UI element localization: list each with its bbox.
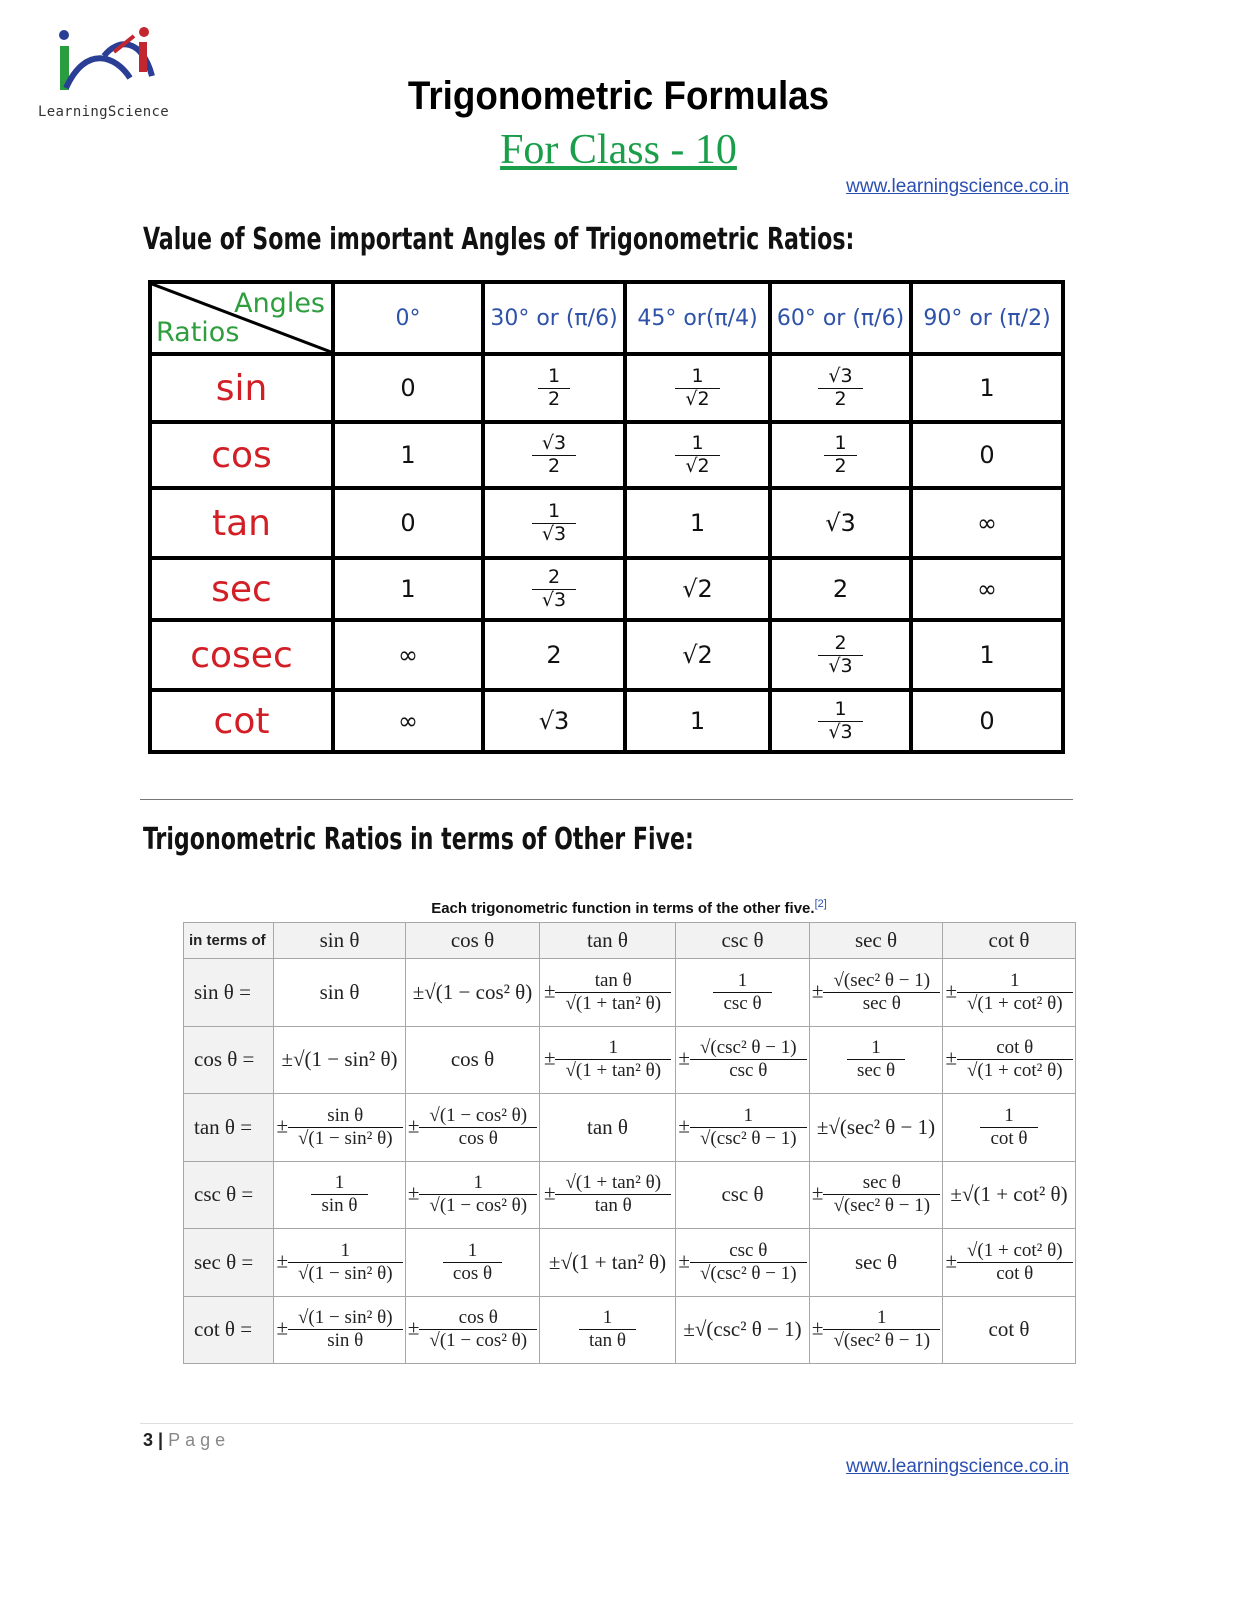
other-row-cos [184, 1026, 1076, 1094]
formula-cell: ±√(1 − cos² θ) [406, 959, 540, 1027]
ratio-value: ∞ [333, 690, 483, 752]
formula-cell: ± $\frac{1}{\text{√(1 − sin² θ)}}$ [274, 1229, 406, 1297]
ratio-value: 1 [625, 690, 770, 752]
row-label: sin θ = [184, 959, 274, 1027]
formula-cell: ±√(sec² θ − 1) [810, 1094, 943, 1162]
formula-cell: ± $\frac{\text{sin θ}}{\text{√(1 − sin² θ)}}$ [274, 1094, 406, 1162]
formula-cell: $\frac{1}{\text{sec θ}}$ [810, 1026, 943, 1094]
ratio-row-tan [150, 488, 1063, 558]
formula-cell: $\frac{1}{\text{sin θ}}$ [274, 1161, 406, 1229]
other-row-tan [184, 1094, 1076, 1162]
formula-cell: ±√(1 − sin² θ) [274, 1026, 406, 1094]
formula-cell: ± $\frac{1}{\text{√(csc² θ − 1)}}$ [676, 1094, 810, 1162]
ratio-value: 1 [911, 620, 1063, 690]
formula-cell: ± $\frac{\text{cos θ}}{\text{√(1 − cos² θ)}}$ [406, 1296, 540, 1364]
section-heading-angles: Value of Some important Angles of Trigonometric Ratios: [143, 222, 855, 257]
ratio-label: sec [150, 558, 333, 620]
ratio-value: 0 [911, 690, 1063, 752]
ratio-value: 1 [911, 354, 1063, 422]
formula-cell: ± $\frac{\text{tan θ}}{\text{√(1 + tan² θ)}}$ [540, 959, 676, 1027]
other-row-cot [184, 1296, 1076, 1364]
ratio-value: 1 [333, 558, 483, 620]
other-row-sin [184, 959, 1076, 1027]
page-number: 3 [143, 1430, 154, 1450]
ratio-value: ∞ [911, 558, 1063, 620]
formula-cell: cot θ [943, 1296, 1076, 1364]
formula-cell: ± $\frac{\text{√(csc² θ − 1)}}{\text{csc θ}}$ [676, 1026, 810, 1094]
row-label: cos θ = [184, 1026, 274, 1094]
column-header: sin θ [274, 923, 406, 959]
other-header-row [184, 923, 1076, 959]
ratio-label: sin [150, 354, 333, 422]
formula-cell: ± $\frac{1}{\text{√(sec² θ − 1)}}$ [810, 1296, 943, 1364]
formula-cell: ± $\frac{\text{√(1 + tan² θ)}}{\text{tan θ}}$ [540, 1161, 676, 1229]
ratio-value: $\frac{1}{√2}$ [625, 422, 770, 488]
ratio-value: $\frac{2}{√3}$ [483, 558, 625, 620]
row-label: csc θ = [184, 1161, 274, 1229]
formula-cell: sec θ [810, 1229, 943, 1297]
caption-reference-link[interactable]: [2] [814, 898, 827, 910]
ratio-row-cot [150, 690, 1063, 752]
ratio-label: tan [150, 488, 333, 558]
other-row-csc [184, 1161, 1076, 1229]
angle-header: 60° or (π/6) [770, 282, 911, 354]
formula-cell: $\frac{1}{\text{csc θ}}$ [676, 959, 810, 1027]
formula-cell: ± $\frac{1}{\text{√(1 + tan² θ)}}$ [540, 1026, 676, 1094]
footer-divider [140, 1423, 1073, 1424]
ratio-value: $\frac{1}{2}$ [483, 354, 625, 422]
column-header: cos θ [406, 923, 540, 959]
column-header: cot θ [943, 923, 1076, 959]
ratio-value: $\frac{1}{√3}$ [770, 690, 911, 752]
ratio-row-sin [150, 354, 1063, 422]
ratio-label: cos [150, 422, 333, 488]
formula-cell: csc θ [676, 1161, 810, 1229]
ratio-value: ∞ [911, 488, 1063, 558]
ratio-value: $\frac{√3}{2}$ [483, 422, 625, 488]
formula-cell: cos θ [406, 1026, 540, 1094]
formula-cell: $\frac{1}{\text{tan θ}}$ [540, 1296, 676, 1364]
angle-header: 45° or(π/4) [625, 282, 770, 354]
site-link-bottom[interactable]: www.learningscience.co.in [846, 1456, 1069, 1477]
ratio-value: 2 [770, 558, 911, 620]
ratio-value: $\frac{1}{√3}$ [483, 488, 625, 558]
column-header: csc θ [676, 923, 810, 959]
formula-cell: ± $\frac{1}{\text{√(1 − cos² θ)}}$ [406, 1161, 540, 1229]
ratio-value: 0 [333, 488, 483, 558]
angle-header: 0° [333, 282, 483, 354]
ratio-value: 0 [333, 354, 483, 422]
page-separator: | [158, 1430, 164, 1450]
angles-header-row [150, 282, 1063, 354]
formula-cell: $\frac{1}{\text{cot θ}}$ [943, 1094, 1076, 1162]
formula-cell: ±√(csc² θ − 1) [676, 1296, 810, 1364]
formula-cell: ± $\frac{\text{√(sec² θ − 1)}}{\text{sec θ}}$ [810, 959, 943, 1027]
formula-cell: ± $\frac{\text{sec θ}}{\text{√(sec² θ − 1)}}$ [810, 1161, 943, 1229]
ratio-value: √3 [770, 488, 911, 558]
ratio-row-cosec [150, 620, 1063, 690]
ratio-value: $\frac{2}{√3}$ [770, 620, 911, 690]
ratio-value: 2 [483, 620, 625, 690]
ratio-label: cosec [150, 620, 333, 690]
ratio-value: $\frac{1}{√2}$ [625, 354, 770, 422]
formula-cell: ± $\frac{1}{\text{√(1 + cot² θ)}}$ [943, 959, 1076, 1027]
row-label: tan θ = [184, 1094, 274, 1162]
formula-cell: ± $\frac{\text{csc θ}}{\text{√(csc² θ − 1)}}$ [676, 1229, 810, 1297]
formula-cell: ± $\frac{\text{√(1 + cot² θ)}}{\text{cot θ}}$ [943, 1229, 1076, 1297]
ratio-value: √3 [483, 690, 625, 752]
column-header: tan θ [540, 923, 676, 959]
page-subtitle: For Class - 10 [500, 127, 737, 173]
page-title: Trigonometric Formulas [407, 74, 830, 118]
caption-text: Each trigonometric function in terms of the other five. [431, 900, 815, 917]
formula-cell: ±√(1 + tan² θ) [540, 1229, 676, 1297]
page-footer [143, 1430, 230, 1451]
ratio-row-cos [150, 422, 1063, 488]
ratio-value: 1 [333, 422, 483, 488]
formula-cell: ± $\frac{\text{√(1 − cos² θ)}}{\text{cos θ}}$ [406, 1094, 540, 1162]
formula-cell: ± $\frac{\text{cot θ}}{\text{√(1 + cot² θ)}}$ [943, 1026, 1076, 1094]
angle-header: 90° or (π/2) [911, 282, 1063, 354]
corner-label-ratios: Ratios [156, 317, 240, 348]
ratio-label: cot [150, 690, 333, 752]
angle-header: 30° or (π/6) [483, 282, 625, 354]
corner-in-terms-of: in terms of [184, 923, 274, 959]
table-caption [183, 896, 1075, 917]
ratio-value: $\frac{1}{2}$ [770, 422, 911, 488]
row-label: cot θ = [184, 1296, 274, 1364]
ratio-value: 0 [911, 422, 1063, 488]
corner-label-angles: Angles [234, 288, 325, 319]
ratio-value: $\frac{√3}{2}$ [770, 354, 911, 422]
section-heading-other-five: Trigonometric Ratios in terms of Other Five: [143, 822, 694, 857]
page-label: Page [168, 1430, 231, 1450]
formula-cell: ±√(1 + cot² θ) [943, 1161, 1076, 1229]
logo-text: LearningScience [38, 104, 169, 120]
site-link-top[interactable]: www.learningscience.co.in [846, 176, 1069, 197]
row-label: sec θ = [184, 1229, 274, 1297]
other-five-table [183, 922, 1076, 1364]
formula-cell: tan θ [540, 1094, 676, 1162]
formula-cell: ± $\frac{\text{√(1 − sin² θ)}}{\text{sin θ}}$ [274, 1296, 406, 1364]
angles-corner-cell [150, 282, 333, 354]
ratio-value: ∞ [333, 620, 483, 690]
ratio-value: √2 [625, 558, 770, 620]
ratio-value: √2 [625, 620, 770, 690]
section-divider [140, 799, 1073, 800]
ratio-value: 1 [625, 488, 770, 558]
ratio-row-sec [150, 558, 1063, 620]
formula-cell: sin θ [274, 959, 406, 1027]
other-row-sec [184, 1229, 1076, 1297]
column-header: sec θ [810, 923, 943, 959]
angles-table [148, 280, 1065, 754]
formula-cell: $\frac{1}{\text{cos θ}}$ [406, 1229, 540, 1297]
